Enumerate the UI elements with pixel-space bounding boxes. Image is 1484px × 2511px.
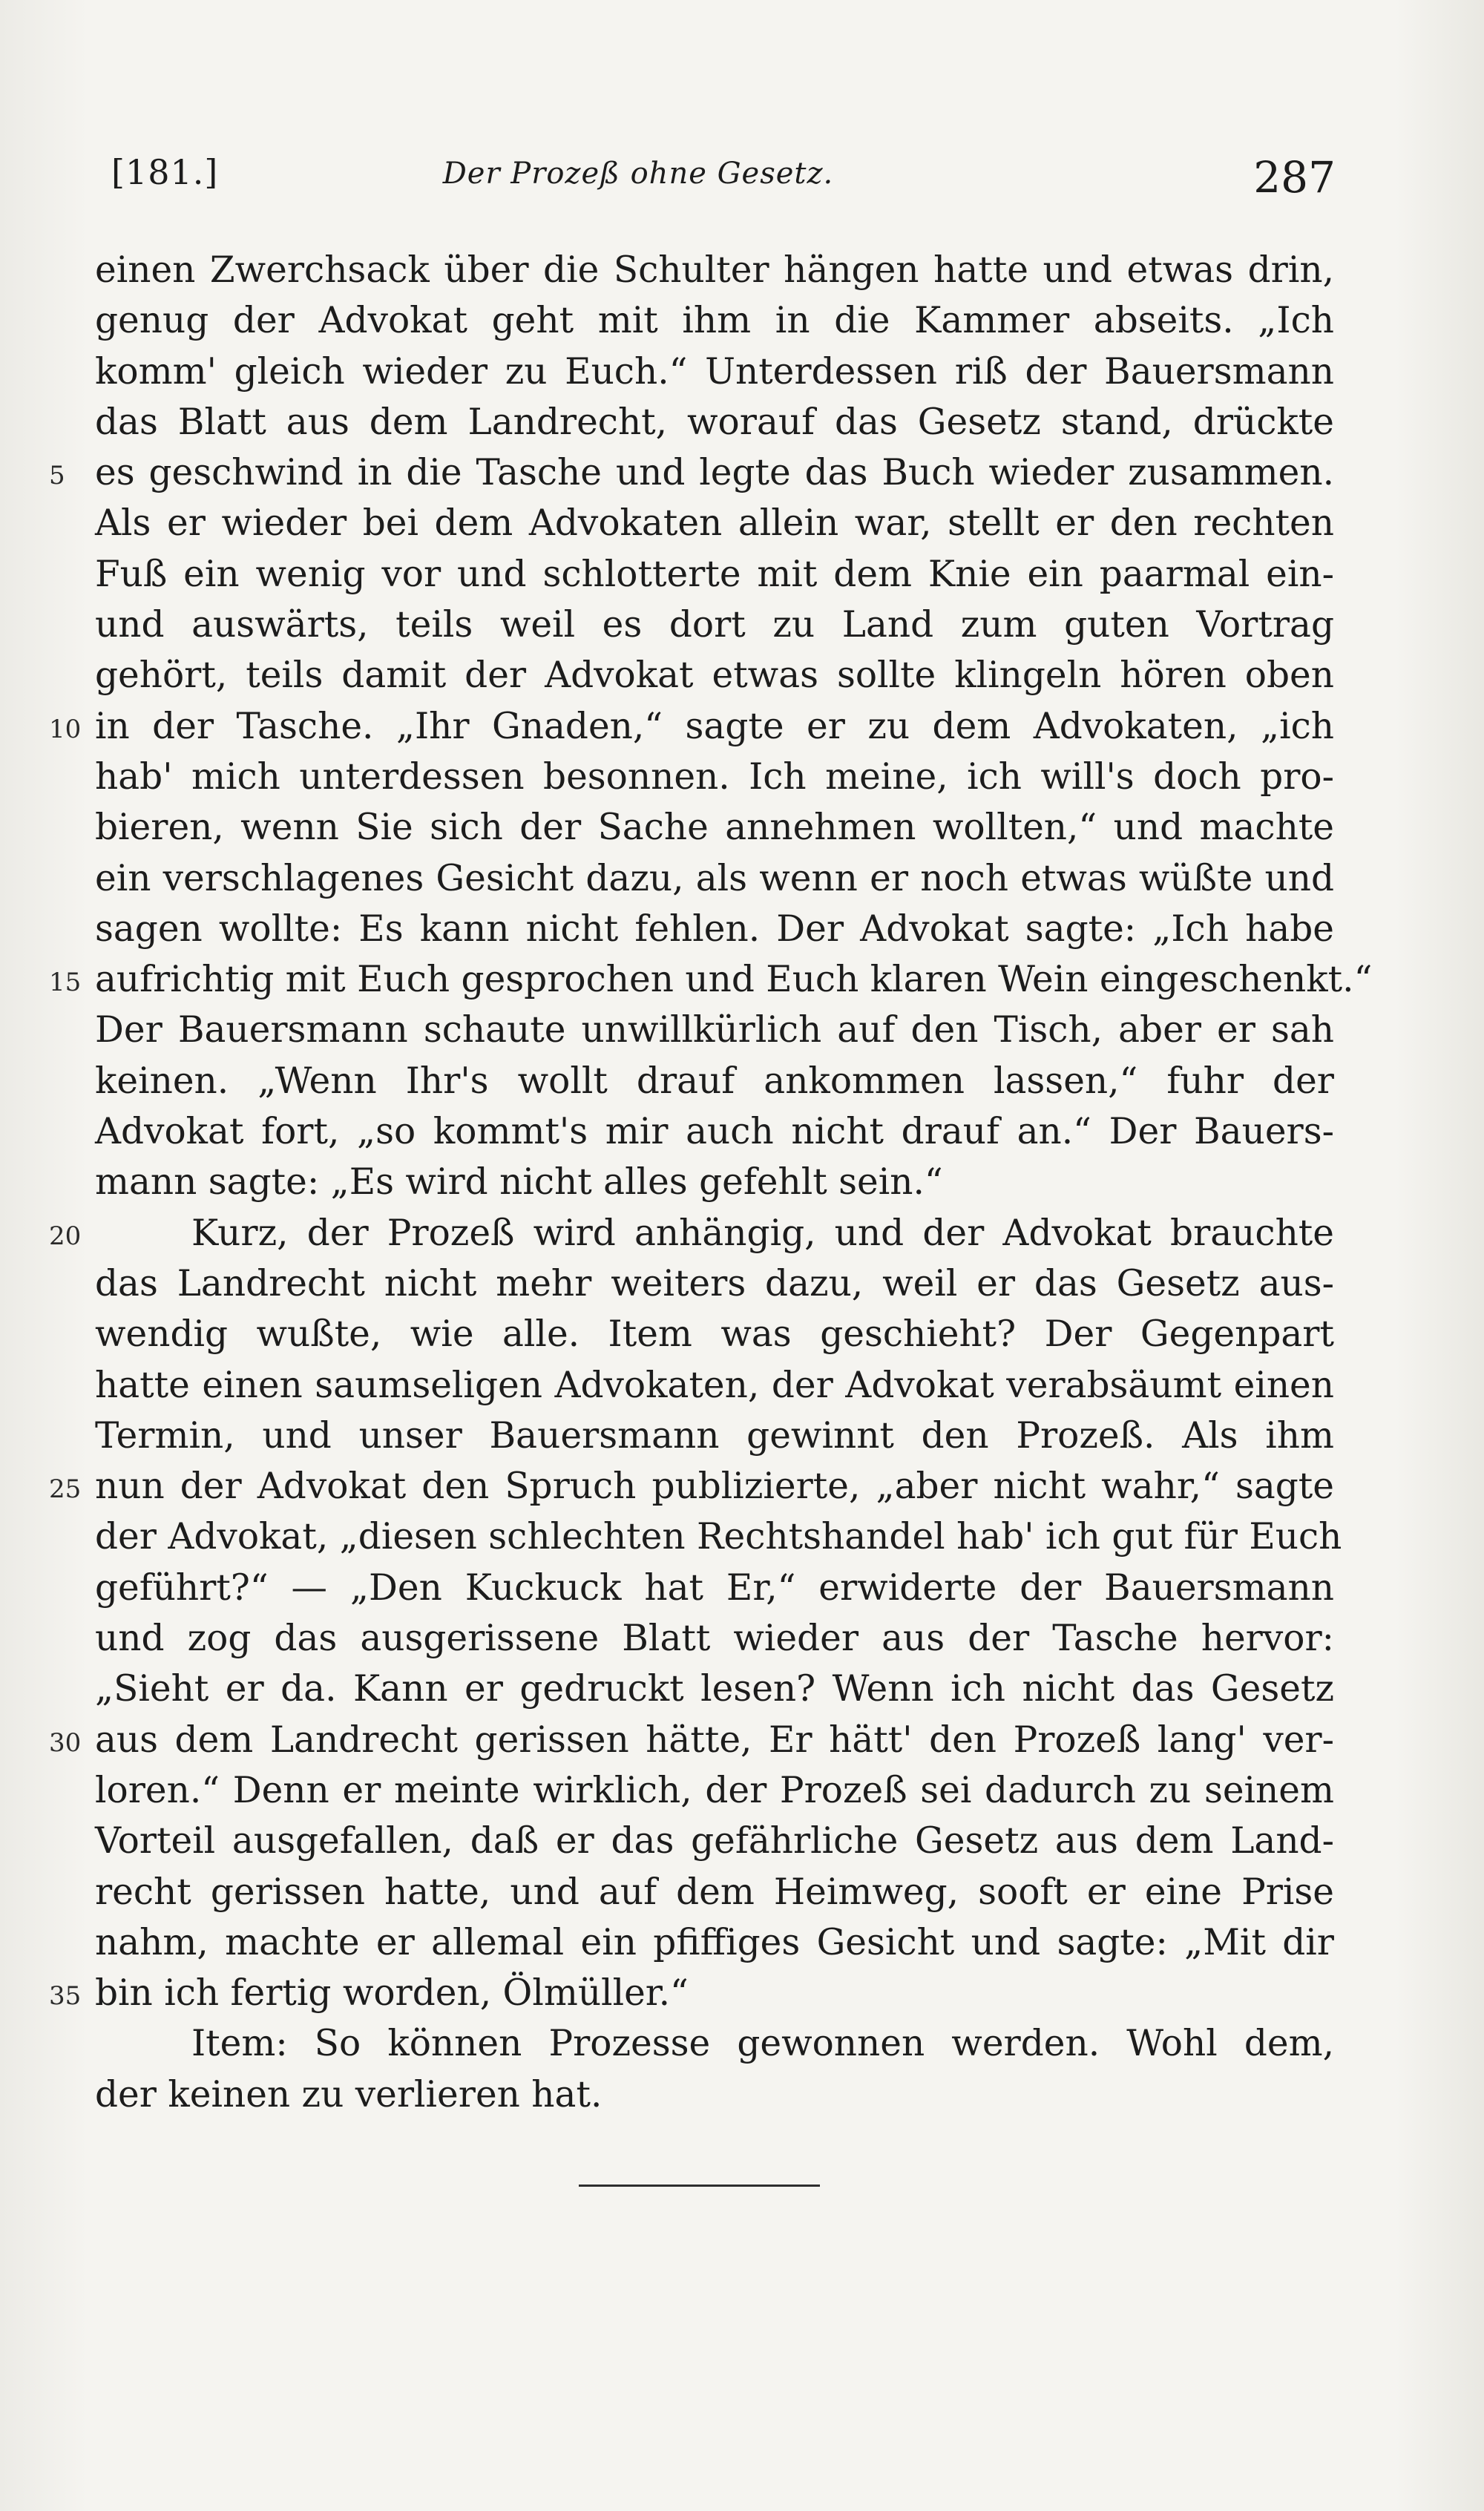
text-line: [95, 1258, 1334, 1309]
line-text: nun der Advokat den Spruch publizierte, „aber nicht wahr,“ sagte: [95, 1465, 1334, 1508]
line-text: aufrichtig mit Euch gesprochen und Euch klaren Wein eingeschenkt.“: [95, 959, 1373, 1001]
text-line: [95, 1563, 1334, 1613]
text-line: [95, 1056, 1334, 1106]
page-reference: [181.]: [111, 152, 219, 192]
text-line: [49, 1968, 1334, 2018]
line-text: bin ich fertig worden, Ölmüller.“: [95, 1972, 689, 2015]
line-text: sagen wollte: Es kann nicht fehlen. Der Advokat sagte: „Ich habe: [95, 907, 1334, 950]
line-text: mann sagte: „Es wird nicht alles gefehlt sein.“: [95, 1161, 943, 1204]
line-text: gehört, teils damit der Advokat etwas sollte klingeln hören oben: [95, 654, 1334, 697]
line-text: der Advokat, „diesen schlechten Rechtshandel hab' ich gut für Euch: [95, 1516, 1342, 1558]
line-number: 15: [49, 968, 82, 998]
line-number: 25: [49, 1474, 82, 1505]
line-text: das Blatt aus dem Landrecht, worauf das Gesetz stand, drückte: [95, 401, 1334, 443]
text-line: [95, 1106, 1334, 1157]
line-number: 20: [49, 1221, 82, 1251]
line-text: und zog das ausgerissene Blatt wieder aus der Tasche hervor:: [95, 1618, 1334, 1660]
line-text: wendig wußte, wie alle. Item was geschieht? Der Gegenpart: [95, 1313, 1334, 1356]
line-text: bieren, wenn Sie sich der Sache annehmen wollten,“ und machte: [95, 807, 1334, 849]
line-text: der keinen zu verlieren hat.: [95, 2073, 603, 2116]
text-line: [95, 752, 1334, 802]
line-text: Als er wieder bei dem Advokaten allein war, stellt er den rechten: [95, 502, 1334, 545]
line-text: Item: So können Prozesse gewonnen werden. Wohl dem,: [191, 2023, 1334, 2065]
text-line: [95, 347, 1334, 397]
text-line: [95, 853, 1334, 904]
text-line: [95, 600, 1334, 650]
text-line: [95, 802, 1334, 853]
line-number: 30: [49, 1727, 82, 1758]
line-text: Vorteil ausgefallen, daß er das gefährliche Gesetz aus dem Land-: [95, 1820, 1334, 1862]
line-text: nahm, machte er allemal ein pfiffiges Gesicht und sagte: „Mit dir: [95, 1921, 1334, 1963]
line-text: geführt?“ — „Den Kuckuck hat Er,“ erwiderte der Bauersmann: [95, 1566, 1334, 1609]
line-text: Der Bauersmann schaute unwillkürlich auf den Tisch, aber er sah: [95, 1009, 1334, 1051]
text-line: [95, 397, 1334, 447]
text-line: [95, 295, 1334, 346]
text-line: [95, 1816, 1334, 1866]
line-text: genug der Advokat geht mit ihm in die Kammer abseits. „Ich: [95, 300, 1334, 342]
line-text: hatte einen saumseligen Advokaten, der Advokat verabsäumt einen: [95, 1364, 1334, 1406]
text-line: [49, 1715, 1334, 1765]
text-line: [95, 1309, 1334, 1359]
text-line: [95, 1765, 1334, 1816]
running-head: [0, 152, 1484, 211]
line-text: Fuß ein wenig vor und schlotterte mit dem Knie ein paarmal ein-: [95, 553, 1334, 595]
text-line: [95, 1005, 1334, 1055]
line-number: 5: [49, 461, 65, 491]
line-number: 10: [49, 714, 82, 744]
text-line: [95, 1360, 1334, 1411]
line-number: 35: [49, 1981, 82, 2012]
line-text: „Sieht er da. Kann er gedruckt lesen? Wenn ich nicht das Gesetz: [95, 1668, 1334, 1710]
running-title: Der Prozeß ohne Gesetz.: [442, 157, 834, 191]
text-line: [95, 549, 1334, 600]
text-line: [95, 1511, 1342, 1562]
text-line: [95, 1411, 1334, 1461]
text-line: [49, 954, 1373, 1005]
text-line: [49, 1208, 1334, 1258]
body-text: [49, 245, 1373, 2120]
text-line: [95, 1613, 1334, 1664]
text-line: [49, 701, 1334, 752]
text-line: [95, 245, 1334, 295]
text-line: [95, 1917, 1334, 1968]
line-text: aus dem Landrecht gerissen hätte, Er hätt' den Prozeß lang' ver-: [95, 1719, 1334, 1761]
text-line: [95, 2018, 1334, 2069]
text-line: [95, 1664, 1334, 1714]
text-line: [49, 1461, 1334, 1511]
text-line: [95, 2069, 1334, 2120]
text-line: [95, 650, 1334, 700]
line-text: ein verschlagenes Gesicht dazu, als wenn er noch etwas wüßte und: [95, 857, 1334, 899]
text-line: [49, 447, 1334, 498]
page-number: 287: [1253, 152, 1336, 203]
line-text: in der Tasche. „Ihr Gnaden,“ sagte er zu dem Advokaten, „ich: [95, 705, 1334, 747]
line-text: recht gerissen hatte, und auf dem Heimweg, sooft er eine Prise: [95, 1871, 1334, 1913]
text-line: [95, 904, 1334, 954]
line-text: es geschwind in die Tasche und legte das Buch wieder zusammen.: [95, 452, 1334, 494]
line-text: komm' gleich wieder zu Euch.“ Unterdessen riß der Bauersmann: [95, 350, 1334, 393]
line-text: Termin, und unser Bauersmann gewinnt den Prozeß. Als ihm: [95, 1414, 1334, 1457]
line-text: das Landrecht nicht mehr weiters dazu, weil er das Gesetz aus-: [95, 1262, 1334, 1304]
line-text: loren.“ Denn er meinte wirklich, der Prozeß sei dadurch zu seinem: [95, 1769, 1334, 1811]
line-text: und auswärts, teils weil es dort zu Land zum guten Vortrag: [95, 604, 1334, 646]
line-text: hab' mich unterdessen besonnen. Ich meine, ich will's doch pro-: [95, 755, 1334, 798]
text-line: [95, 1157, 1334, 1207]
line-text: Kurz, der Prozeß wird anhängig, und der Advokat brauchte: [191, 1212, 1334, 1254]
line-text: keinen. „Wenn Ihr's wollt drauf ankommen lassen,“ fuhr der: [95, 1060, 1334, 1102]
end-rule: [579, 2185, 820, 2187]
text-line: [95, 498, 1334, 548]
text-line: [95, 1867, 1334, 1917]
line-text: Advokat fort, „so kommt's mir auch nicht drauf an.“ Der Bauers-: [95, 1111, 1334, 1153]
line-text: einen Zwerchsack über die Schulter hängen hatte und etwas drin,: [95, 249, 1334, 291]
